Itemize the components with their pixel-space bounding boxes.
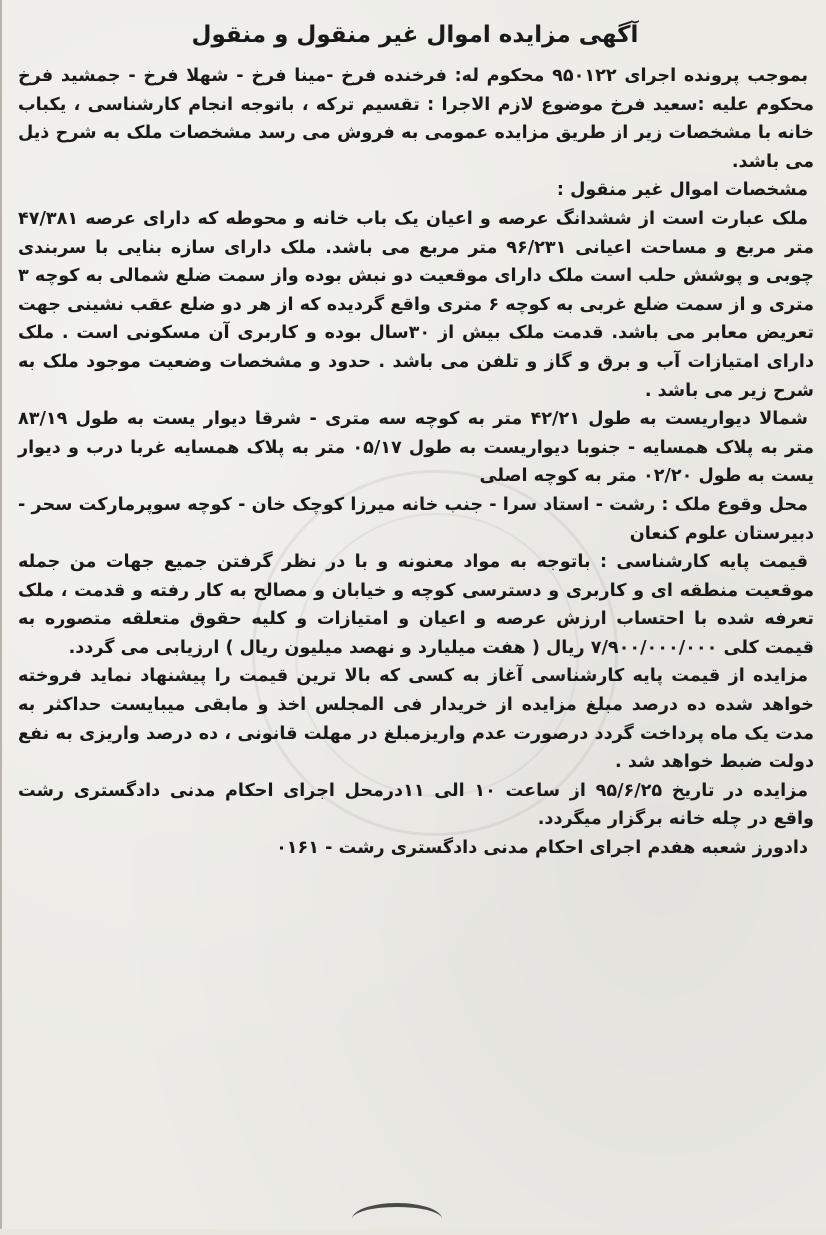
- paragraph-property-heading: مشخصات اموال غیر منقول :: [556, 180, 808, 201]
- notice-body: [18, 62, 814, 863]
- paragraph-auction-terms: مزایده از قیمت پایه کارشناسی آغاز به کسی که بالا ترین قیمت را پیشنهاد نماید فروخته خواهد شده ده درصد مبلغ مزایده از خریدار فی المجلس اخذ و مابقی میبایست حداکثر به مدت یک ماه پرداخت گردد درصورت عدم واریزمبلغ در مهلت قانونی ، ده درصد واریزی به نفع دولت ضبط خواهد شد .: [18, 666, 814, 773]
- paragraph-auction-date: مزایده در تاریخ ۹۵/۶/۲۵ از ساعت ۱۰ الی ۱۱درمحل اجرای احکام مدنی دادگستری رشت واقع در چله خانه برگزار میگردد.: [18, 780, 814, 830]
- paragraph-base-price: قیمت پایه کارشناسی : باتوجه به مواد معنونه و با در نظر گرفتن جمیع جهات من جمله موقعیت منطقه ای و کاربری و دسترسی کوچه و خیابان و مصالح به کار رفته و قدمت ، ملک تعرفه شده با احتساب ارزش عرصه و اعیان و امتیازات و کلیه حقوق متعلقه متصوره به قیمت کلی ۷/۹۰۰/۰۰۰/۰۰۰ ریال ( هفت میلیارد و نهصد میلیون ریال ) ارزیابی می گردد.: [18, 552, 814, 658]
- paragraph-signature: دادورز شعبه هفدم اجرای احکام مدنی دادگستری رشت - ۰۱۶۱: [276, 838, 808, 859]
- paragraph-case-intro: بموجب پرونده اجرای ۹۵۰۱۲۲ محکوم له: فرخنده فرخ -مینا فرخ - شهلا فرخ - جمشید فرخ محکوم علیه :سعید فرخ موضوع لازم الاجرا : تقسیم ترکه ، باتوجه انجام کارشناسی ، یکباب خانه با مشخصات زیر از طریق مزایده عمومی به فروش می رسد مشخصات ملک به شرح ذیل می باشد.: [18, 66, 814, 172]
- paragraph-location: محل وقوع ملک : رشت - استاد سرا - جنب خانه میرزا کوچک خان - کوچه سوپرمارکت سحر - دبیرستان علوم کنعان: [18, 494, 814, 544]
- torn-edge-mark: [352, 1203, 442, 1235]
- paragraph-property-description: ملک عبارت است از ششدانگ عرصه و اعیان یک باب خانه و محوطه که دارای عرصه ۴۷/۳۸۱ متر مربع و مساحت اعیانی ۹۶/۲۳۱ متر مربع می باشد. ملک دارای سازه بنایی با سربندی چوبی و پوشش حلب است ملک دارای موقعیت دو نبش بوده واز سمت ضلع شمالی به کوچه ۳ متری و از سمت ضلع غربی به کوچه ۶ متری واقع گردیده که از هر دو ضلع عقب نشینی جهت تعریض معابر می باشد. قدمت ملک بیش از ۳۰سال بوده و کاربری آن مسکونی است . ملک دارای امتیازات آب و برق و گاز و تلفن می باشد . حدود و مشخصات وضعیت موجود ملک به شرح زیر می باشد .: [18, 208, 815, 401]
- paragraph-boundaries: شمالا دیواریست به طول ۴۲/۲۱ متر به کوچه سه متری - شرقا دیوار یست به طول ۸۳/۱۹ متر به پلاک همسایه - جنوبا دیواریست به طول ۰۵/۱۷ متر به پلاک همسایه غربا درب و دیوار یست به طول ۰۲/۲۰ متر به کوچه اصلی: [18, 409, 814, 487]
- notice-title: آگهی مزایده اموال غیر منقول و منقول: [191, 22, 639, 48]
